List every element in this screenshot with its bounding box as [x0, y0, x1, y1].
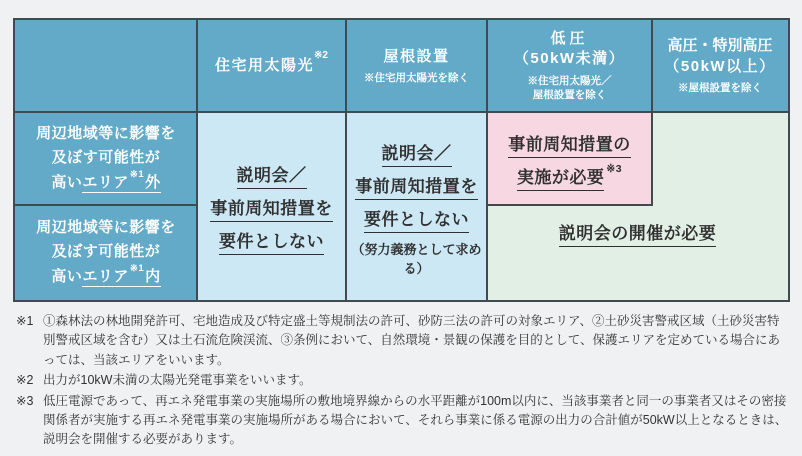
grid-line-v4: [651, 20, 653, 206]
corner-header-cell: [15, 20, 197, 112]
row-label-inside-line3: [51, 262, 161, 289]
row-label-inside-prefix: 高い: [51, 267, 83, 285]
row-label-inside-area: [15, 205, 197, 300]
header-low-voltage: [487, 20, 652, 112]
row-label-inside-line1: 周辺地域等に影響を: [36, 219, 176, 237]
header-high-voltage: [652, 20, 788, 112]
footnote-3: [16, 392, 790, 450]
solar-requirements-table: [13, 18, 790, 302]
grid-line-pink-bottom: [486, 204, 653, 206]
row-label-outside-area: [15, 112, 197, 205]
cell-roof-line2-text: 事前周知措置を: [355, 177, 478, 200]
cell-residential-line2: [210, 194, 333, 219]
row-label-outside-line1: 周辺地域等に影響を: [36, 125, 176, 143]
row-label-outside-underlined: [82, 168, 161, 193]
header-residential-sup: ※2: [314, 50, 328, 62]
cell-roof-line1-text: 説明会／: [382, 144, 452, 167]
header-roof-note: ※住宅用太陽光を除く: [364, 71, 469, 84]
footnote-2: [16, 371, 790, 390]
row-label-inside-suffix: 内: [145, 267, 161, 285]
footnote-1: [16, 312, 790, 370]
cell-roof-line3-text: 要件としない: [364, 210, 469, 233]
cell-residential-line2-text: 事前周知措置を: [210, 199, 333, 222]
footnote-3-text: 低圧電源であって、再エネ発電事業の実施場所の敷地境界線からの水平距離が100m以内に、当該事業者と同一の事業者又はその密接関係者が実施する再エネ発電事業の実施場所がある場合において、それら事業に係る電源の出力の合計値が50kW以上となるときは、説明会を開催する必要があります。: [43, 393, 788, 447]
header-roof-mounted: [346, 20, 487, 112]
header-low-voltage-title: 低圧: [550, 30, 589, 48]
header-low-voltage-note: [528, 74, 612, 103]
meeting-required-text: 説明会の開催が必要: [559, 224, 717, 247]
grid-line-v1: [196, 20, 198, 300]
header-low-voltage-note-line2: 屋根設置を除く: [532, 89, 607, 102]
header-high-voltage-note: ※屋根設置を除く: [678, 81, 762, 94]
footnote-3-marker: ※3: [16, 393, 34, 408]
row-label-inside-line2: 及ぼす可能性が: [51, 243, 161, 261]
row-label-outside-line3: [51, 168, 161, 195]
header-residential-title-text: 住宅用太陽光: [215, 57, 315, 75]
footnotes: [16, 312, 790, 451]
cell-prior-notice-sup: ※3: [606, 162, 623, 175]
cell-prior-notice-line1-text: 事前周知措置の: [508, 135, 631, 158]
cell-residential-line3: [219, 227, 324, 252]
row-label-outside-sup: ※1: [129, 168, 145, 180]
footnote-1-marker: ※1: [16, 314, 34, 328]
cell-roof-requirement: [346, 112, 487, 300]
cell-prior-notice-line2: [517, 163, 622, 188]
cell-meeting-required-text-wrap: [487, 219, 788, 244]
grid-line-row-divider: [15, 204, 197, 206]
grid-line-v3: [486, 20, 488, 300]
row-label-inside-area-word: エリア: [82, 267, 129, 285]
cell-prior-notice-line2-text: 実施が必要: [517, 168, 605, 191]
cell-prior-notice-required: [487, 112, 652, 205]
header-low-voltage-note-line1: ※住宅用太陽光／: [527, 74, 612, 87]
footnote-2-text: 出力が10kW未満の太陽光発電事業をいいます。: [43, 373, 312, 388]
row-label-inside-underlined: [82, 262, 161, 287]
grid-line-header-bottom: [15, 111, 788, 113]
row-label-outside-line2: 及ぼす可能性が: [51, 149, 161, 167]
cell-roof-line3: [364, 205, 469, 230]
cell-prior-notice-line1: [508, 130, 631, 155]
grid-line-v2: [345, 20, 347, 300]
cell-roof-effort-note: （努力義務として求める）: [351, 242, 482, 276]
cell-roof-line2: [355, 172, 478, 197]
cell-residential-line1: [237, 161, 307, 186]
cell-residential-line3-text: 要件としない: [219, 232, 324, 255]
cell-residential-requirement: [197, 112, 346, 300]
header-residential-title: [215, 50, 328, 76]
row-label-outside-prefix: 高い: [51, 173, 83, 191]
header-high-voltage-title: 高圧・特別高圧: [667, 37, 773, 55]
row-label-inside-sup: ※1: [129, 262, 145, 274]
header-roof-title: 屋根設置: [383, 47, 450, 65]
footnote-1-text: ①森林法の林地開発許可、宅地造成及び特定盛土等規制法の許可、砂防三法の許可の対象エリア、②土砂災害警戒区域（土砂災害特別警戒区域を含む）又は土石流危険渓流、③条例において、自然環境・景観の保護を目的として、保護エリアを定めている場合にあっては、当該エリアをいいます。: [43, 314, 781, 367]
cell-residential-line1-text: 説明会／: [237, 166, 307, 189]
row-label-outside-suffix: 外: [145, 173, 161, 191]
header-high-voltage-subtitle: （50kW以上）: [664, 57, 776, 75]
header-residential-solar: [197, 20, 346, 112]
row-label-outside-area-word: エリア: [82, 173, 129, 191]
footnote-2-marker: ※2: [16, 373, 34, 388]
cell-roof-line1: [382, 139, 452, 164]
header-low-voltage-subtitle: （50kW未満）: [513, 50, 626, 68]
